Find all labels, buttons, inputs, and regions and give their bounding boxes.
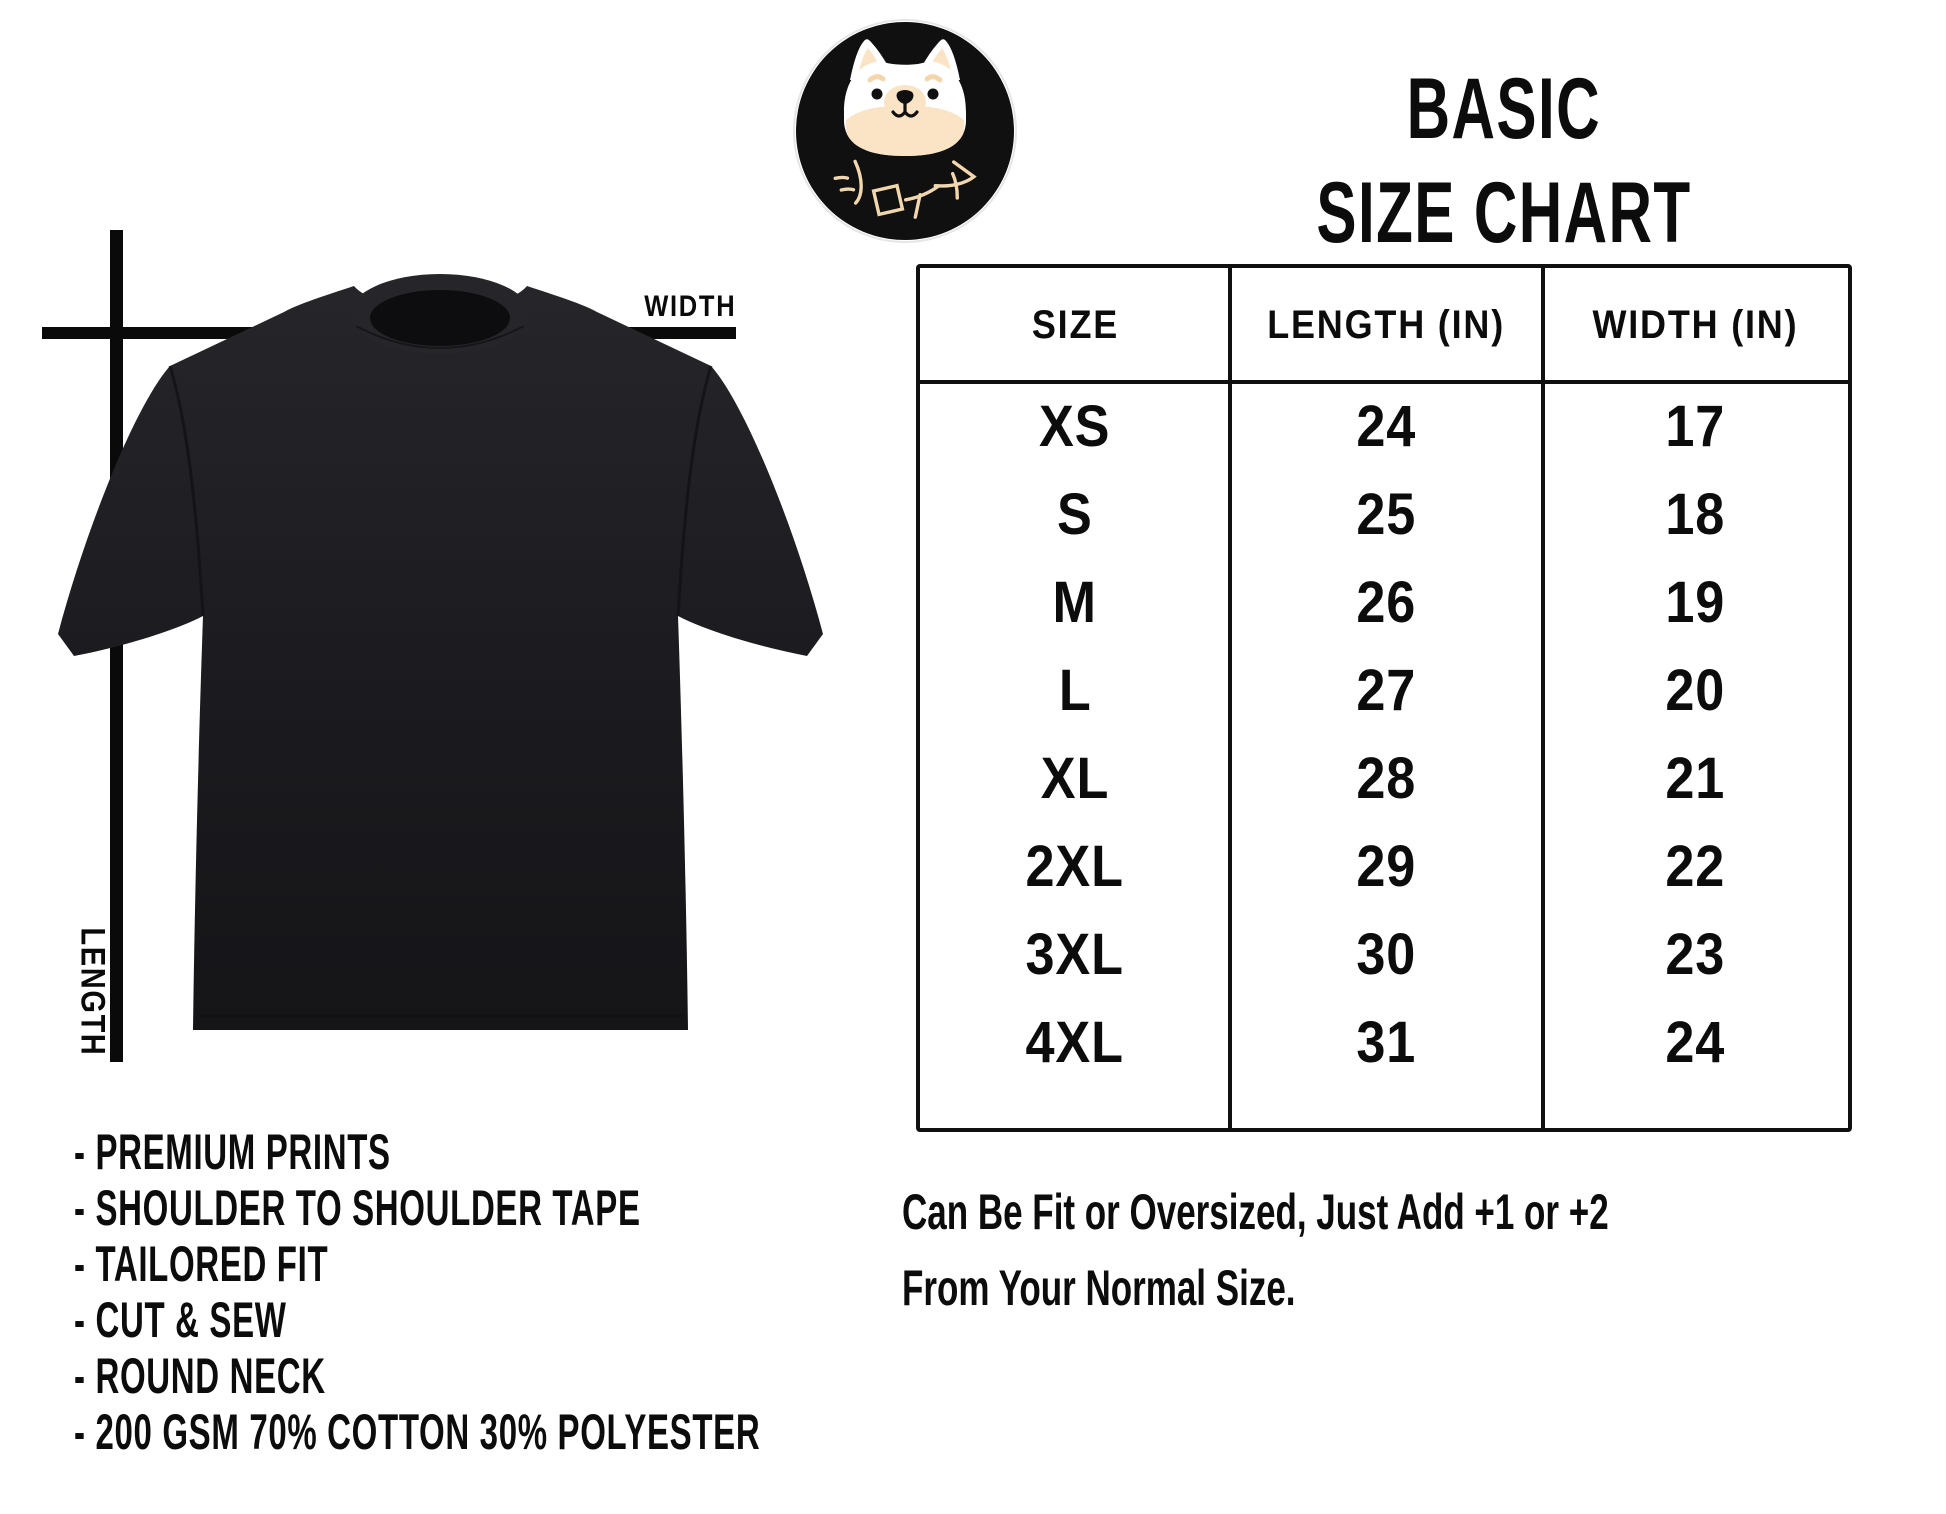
feature-item: - SHOULDER TO SHOULDER TAPE [74,1180,641,1236]
table-cell-size: S [1057,481,1093,547]
table-cell-width: 18 [1665,481,1726,547]
table-cell-length: 30 [1356,921,1417,987]
table-cell-size: 3XL [1025,921,1125,987]
table-cell-width: 19 [1665,569,1726,635]
table-cell-size: M [1052,569,1098,635]
table-cell-width: 23 [1665,921,1726,987]
fit-note-line2: From Your Normal Size. [902,1260,1296,1316]
table-cell-width: 21 [1665,745,1726,811]
fit-note-line1: Can Be Fit or Oversized, Just Add +1 or +2 [902,1184,1609,1240]
feature-item: - ROUND NECK [74,1348,326,1404]
table-cell-length: 24 [1356,393,1417,459]
table-cell-width: 22 [1665,833,1726,899]
table-header-rule [920,380,1848,384]
shiba-dog-logo-icon [790,16,1020,246]
table-cell-length: 28 [1356,745,1417,811]
table-cell-length: 29 [1356,833,1417,899]
width-dimension-text: WIDTH [643,290,736,323]
header-cell-size: SIZE [1031,302,1119,347]
feature-item: - 200 GSM 70% COTTON 30% POLYESTER [74,1404,761,1460]
table-cell-width: 24 [1665,1009,1726,1075]
table-cell-size: 4XL [1025,1009,1125,1075]
brand-logo [790,16,1020,246]
feature-item: - TAILORED FIT [74,1236,329,1292]
table-cell-size: L [1058,657,1092,723]
header-cell-width: WIDTH (IN) [1592,302,1799,347]
width-dimension-label [628,290,736,324]
size-chart-table [916,264,1852,1132]
table-cell-length: 27 [1356,657,1417,723]
fit-note [902,1174,1912,1326]
table-cell-size: XL [1040,745,1110,811]
page-title-line2: SIZE CHART [1316,165,1692,261]
table-cell-length: 26 [1356,569,1417,635]
table-divider [1541,268,1545,1128]
table-cell-length: 31 [1356,1009,1417,1075]
feature-item: - PREMIUM PRINTS [74,1124,391,1180]
table-divider [1228,268,1232,1128]
table-cell-size: XS [1039,393,1111,459]
length-dimension-label [73,916,112,1068]
page-title-line1: BASIC [1406,61,1602,157]
tshirt-body [58,274,823,1030]
tshirt-image [40,272,840,1062]
table-cell-size: 2XL [1025,833,1125,899]
table-cell-width: 17 [1665,393,1726,459]
header-cell-length: LENGTH (IN) [1267,302,1506,347]
length-dimension-text: LENGTH [73,927,112,1057]
table-cell-length: 25 [1356,481,1417,547]
feature-item: - CUT & SEW [74,1292,287,1348]
table-cell-width: 20 [1665,657,1726,723]
